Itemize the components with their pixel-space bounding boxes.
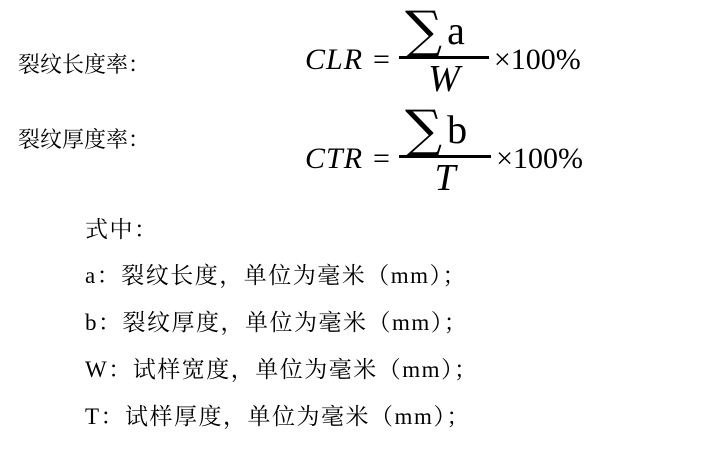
legend-item-t: T：试样厚度，单位为毫米（mm）；: [85, 404, 471, 429]
legend-item-b: b：裂纹厚度，单位为毫米（mm）；: [85, 310, 469, 335]
crack-thickness-rate-label: 裂纹厚度率：: [18, 127, 151, 152]
fraction-numerator: [399, 99, 491, 160]
fraction-numerator: [399, 0, 489, 61]
legend-item-a: a：裂纹长度，单位为毫米（mm）；: [85, 263, 467, 288]
multiplier-text: ×100%: [493, 43, 581, 76]
fraction: [399, 0, 489, 101]
multiplier-text: ×100%: [496, 142, 583, 175]
crack-thickness-rate-formula: [305, 99, 583, 201]
denominator-variable-t: T: [434, 157, 456, 200]
numerator-variable-a: a: [447, 7, 465, 53]
equals-sign: =: [373, 142, 390, 175]
numerator-variable-b: b: [447, 106, 468, 152]
fraction: [399, 99, 491, 200]
legend-item-w: W：试样宽度，单位为毫米（mm）；: [85, 357, 479, 382]
summation-symbol: ∑: [404, 0, 443, 61]
crack-length-rate-label: 裂纹长度率：: [18, 52, 151, 77]
crack-length-rate-formula: [305, 0, 581, 102]
formula-variable-clr: CLR: [305, 43, 364, 76]
denominator-variable-w: W: [428, 58, 460, 101]
summation-symbol: ∑: [404, 99, 443, 160]
equals-sign: =: [373, 43, 390, 76]
formula-variable-ctr: CTR: [305, 142, 364, 175]
legend-intro: 式中：: [85, 217, 159, 242]
